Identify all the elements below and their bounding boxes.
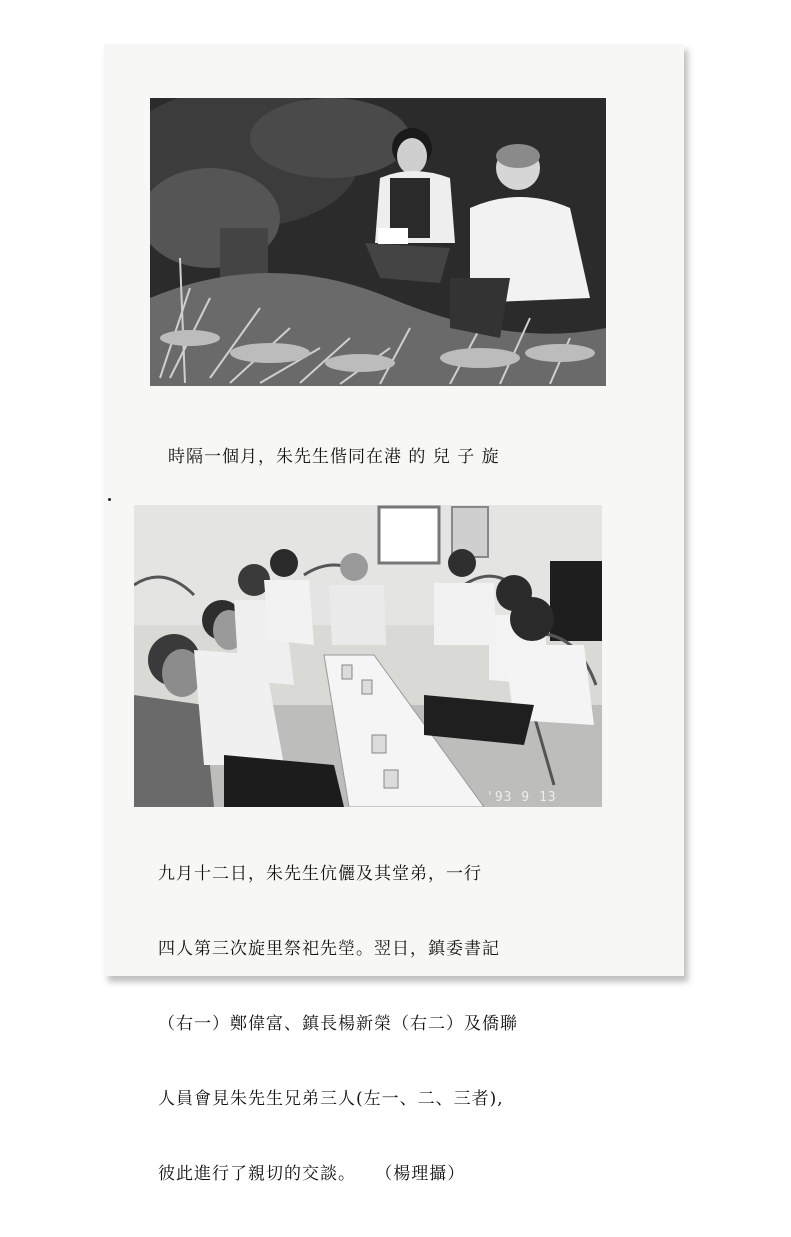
photo-grave-inspection (150, 98, 606, 386)
caption-bottom (158, 812, 608, 1237)
caption-bottom-line: 九月十二日，朱先生伉儷及其堂弟，一行 (158, 864, 482, 884)
caption-bottom-line: 四人第三次旋里祭祀先塋。翌日，鎮委書記 (158, 939, 500, 959)
photo-meeting (134, 505, 602, 807)
caption-bottom-line: 彼此進行了親切的交談。 （楊理攝） (158, 1164, 466, 1184)
caption-top-line: 時隔一個月，朱先生偕同在港 的 兒 子 旋 (168, 447, 500, 467)
caption-bottom-line: （右一）鄭偉富、鎮長楊新榮（右二）及僑聯 (158, 1014, 518, 1034)
speck (108, 498, 111, 501)
caption-bottom-line: 人員會見朱先生兄弟三人(左一、二、三者), (158, 1089, 504, 1109)
date-stamp: '93 9 13 (486, 790, 557, 805)
document-page (104, 44, 684, 1184)
